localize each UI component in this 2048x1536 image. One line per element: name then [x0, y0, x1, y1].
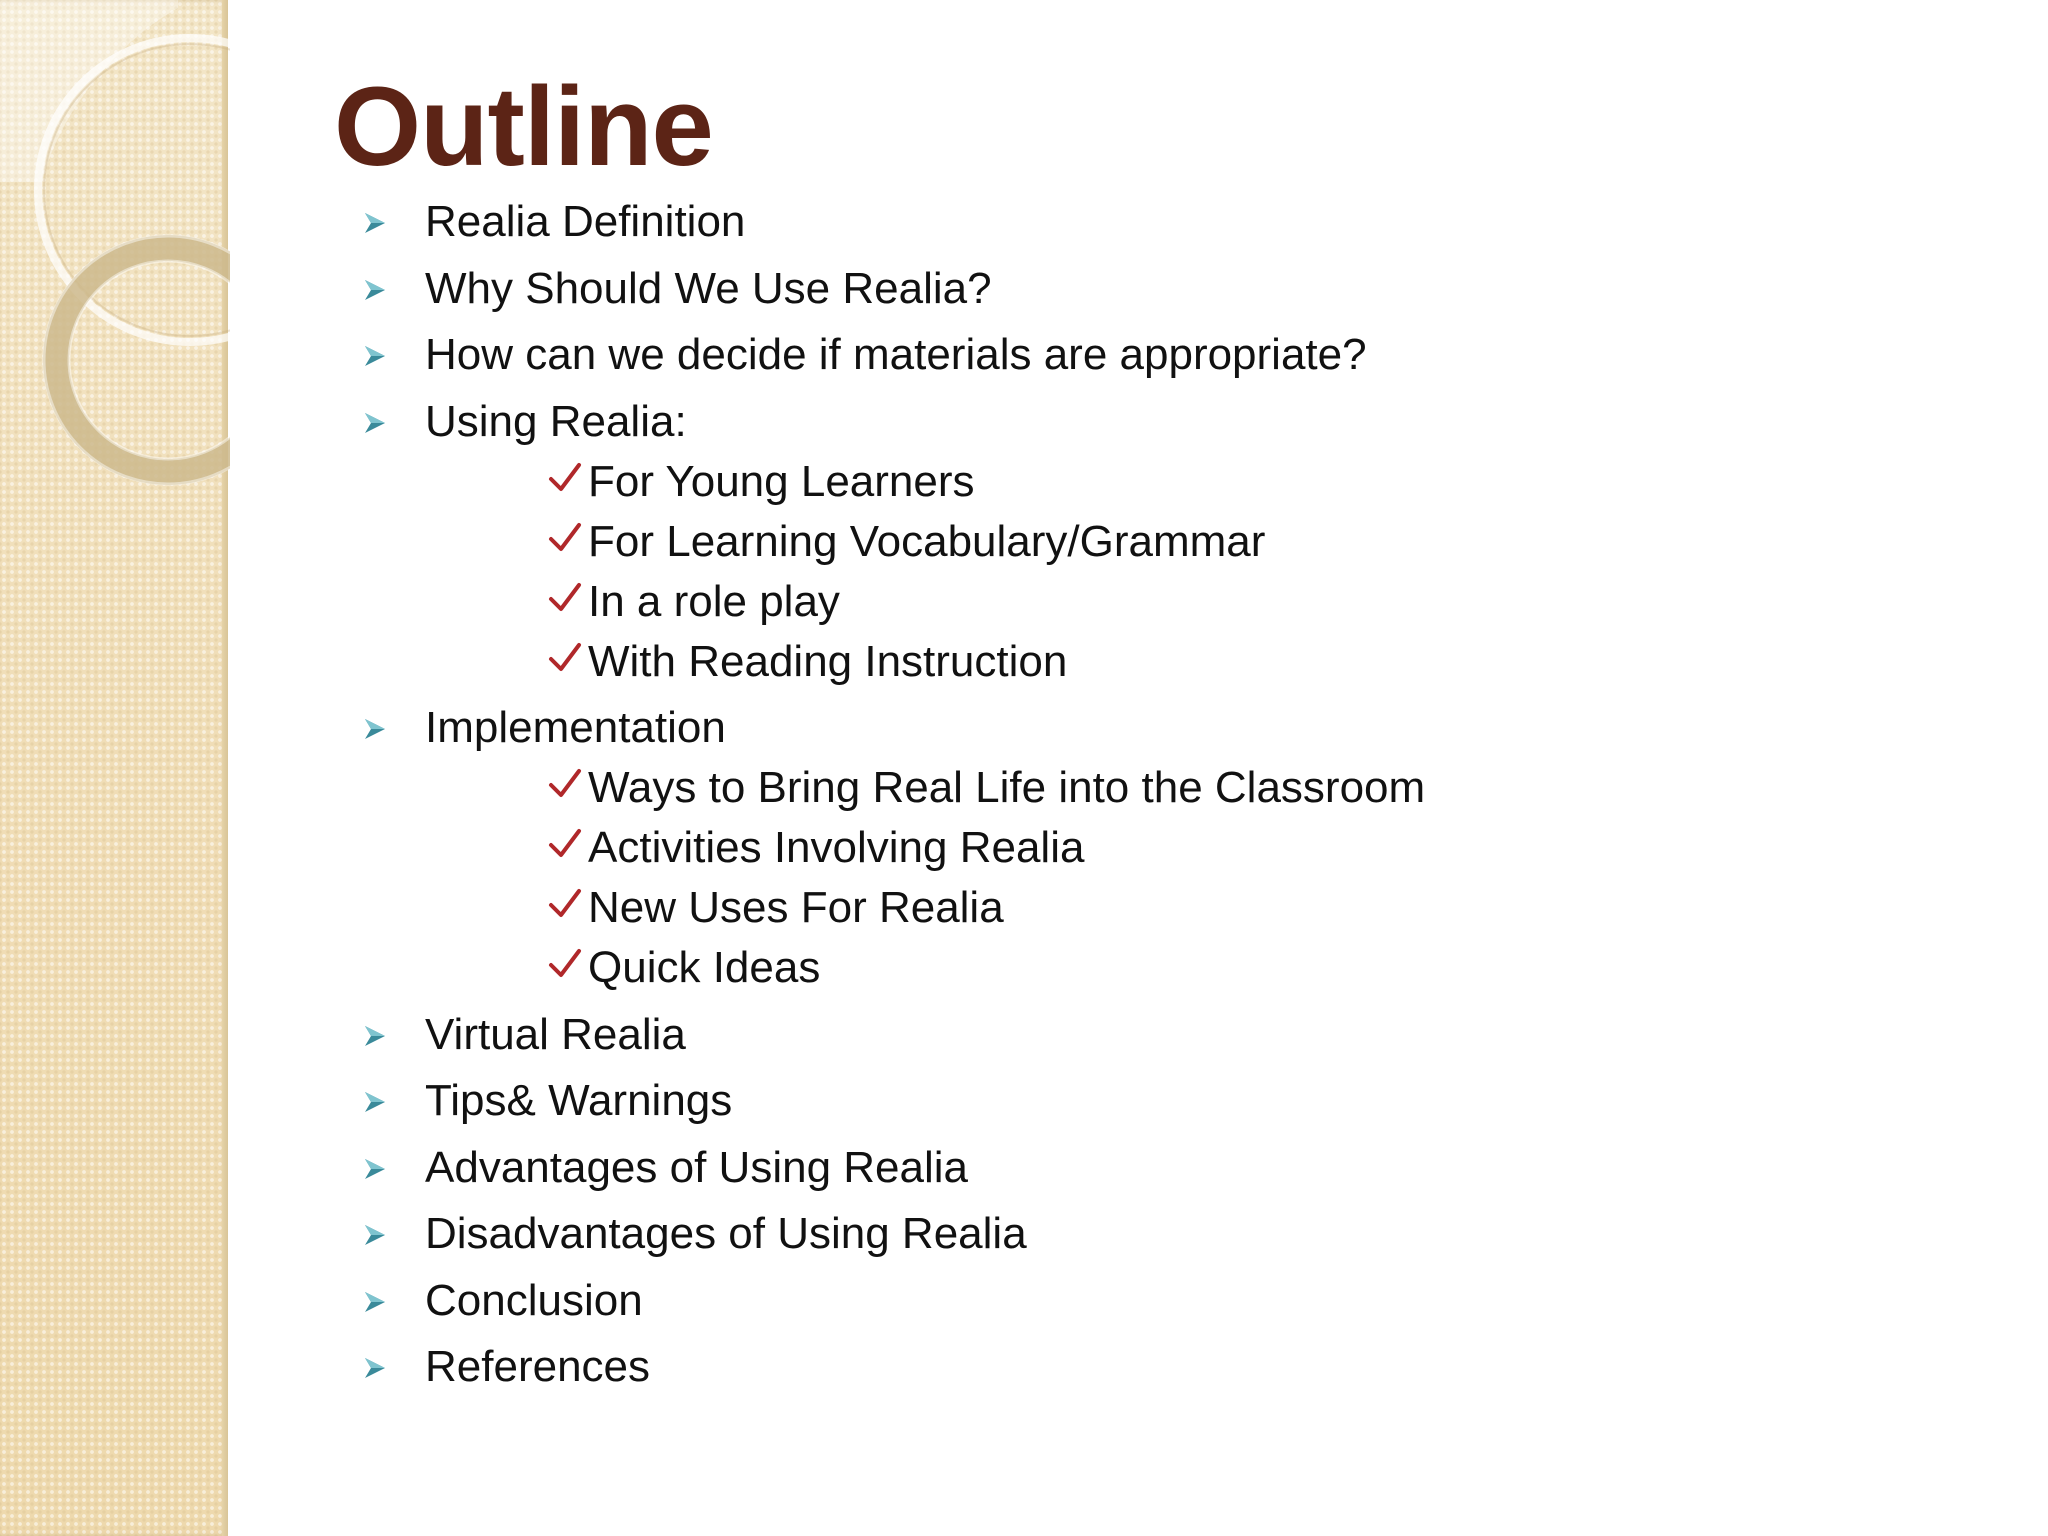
outline-item-label: Realia Definition [425, 197, 746, 246]
arrow-bullet-icon [362, 210, 388, 236]
outline-item [0, 1206, 1800, 1262]
outline-item [0, 1073, 1800, 1129]
outline-item-label: Tips& Warnings [425, 1076, 733, 1125]
outline-subitem [0, 634, 1800, 690]
outline-subitem [0, 820, 1800, 876]
outline-item-label: References [425, 1342, 651, 1391]
arrow-bullet-icon [362, 1089, 388, 1115]
outline-subitem-label: For Learning Vocabulary/Grammar [588, 516, 1266, 566]
outline-item [0, 394, 1800, 450]
arrow-bullet-icon [362, 1156, 388, 1182]
checkmark-icon [548, 640, 582, 674]
arrow-bullet-icon [362, 1289, 388, 1315]
checkmark-icon [548, 946, 582, 980]
checkmark-icon [548, 520, 582, 554]
outline-subitem [0, 760, 1800, 816]
checkmark-icon [548, 826, 582, 860]
outline-subitem-label: For Young Learners [588, 456, 975, 506]
outline-item [0, 1007, 1800, 1063]
outline-item-label: Virtual Realia [425, 1009, 686, 1059]
outline-item [0, 1339, 1800, 1395]
outline-subitem-label: New Uses For Realia [588, 883, 1004, 932]
outline-subitem-label: In a role play [588, 576, 840, 626]
checkmark-icon [548, 460, 582, 494]
outline-item-label: Advantages of Using Realia [425, 1142, 968, 1192]
arrow-bullet-icon [362, 277, 388, 303]
outline-subitem [0, 514, 1800, 570]
checkmark-icon [548, 580, 582, 614]
outline-item [0, 1273, 1800, 1329]
outline-item-label: How can we decide if materials are appropriate? [425, 330, 1367, 379]
arrow-bullet-icon [362, 1023, 388, 1049]
checkmark-icon [548, 766, 582, 800]
arrow-bullet-icon [362, 410, 388, 436]
outline-subitem [0, 880, 1800, 936]
checkmark-icon [548, 886, 582, 920]
outline-item [0, 700, 1800, 756]
outline-item [0, 261, 1800, 317]
outline-item [0, 1140, 1800, 1196]
outline-item-label: Using Realia: [425, 396, 687, 446]
arrow-bullet-icon [362, 343, 388, 369]
outline-item-label: Conclusion [425, 1275, 643, 1325]
outline-subitem [0, 574, 1800, 630]
outline-subitem-label: Quick Ideas [588, 943, 821, 992]
outline-item-label: Disadvantages of Using Realia [425, 1209, 1027, 1258]
outline-subitem [0, 940, 1800, 996]
arrow-bullet-icon [362, 716, 388, 742]
outline-item-label: Implementation [425, 703, 726, 752]
outline-subitem [0, 454, 1800, 510]
arrow-bullet-icon [362, 1355, 388, 1381]
arrow-bullet-icon [362, 1222, 388, 1248]
outline-item-label: Why Should We Use Realia? [425, 263, 992, 313]
outline-subitem-label: Ways to Bring Real Life into the Classroom [588, 763, 1426, 812]
outline-subitem-label: With Reading Instruction [588, 636, 1068, 686]
outline-subitem-label: Activities Involving Realia [588, 823, 1085, 872]
slide-title: Outline [334, 64, 713, 189]
outline-item [0, 327, 1800, 383]
outline-item [0, 194, 1800, 250]
